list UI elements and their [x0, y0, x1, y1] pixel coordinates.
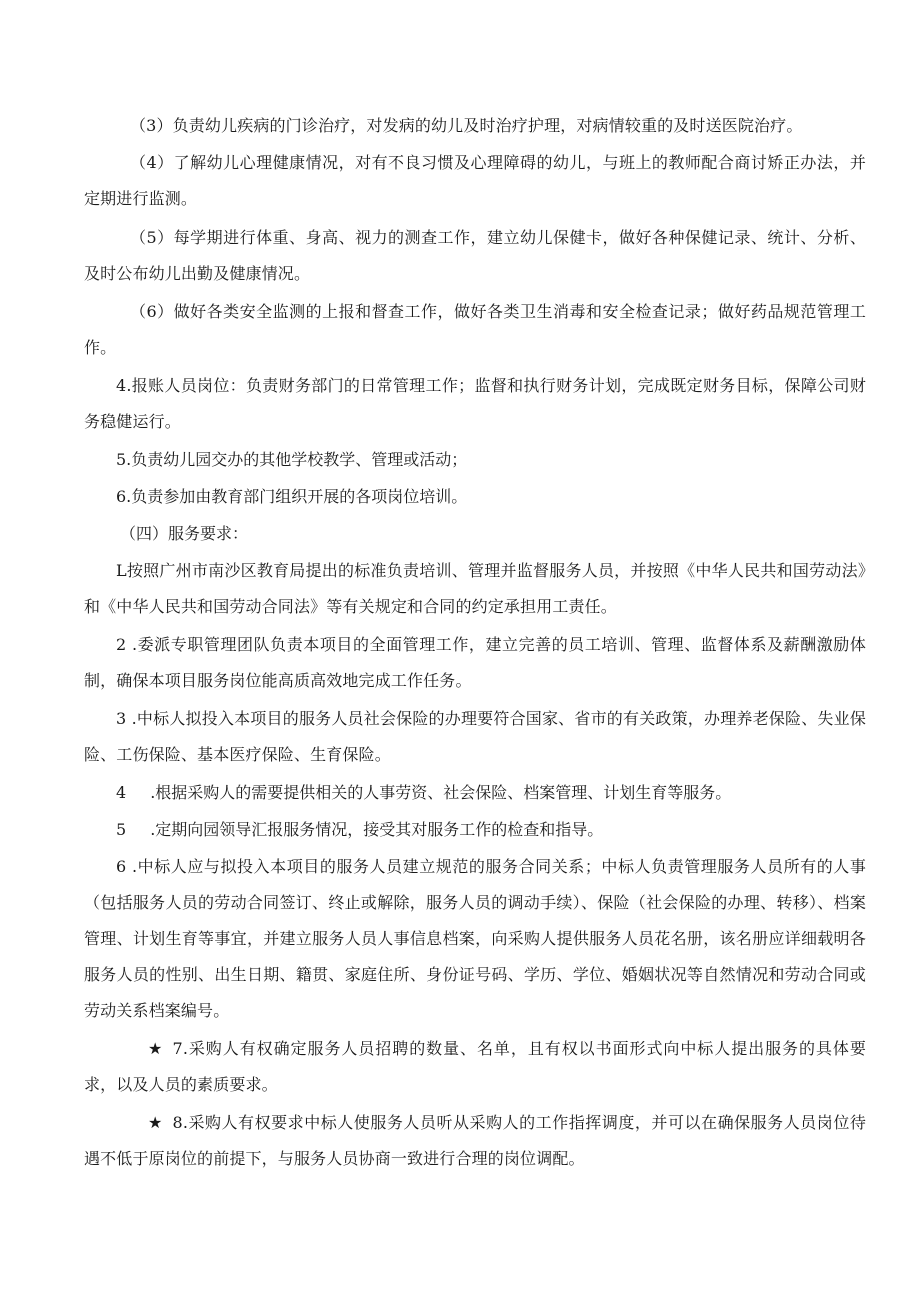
- paragraph-requirement-5: [116, 812, 603, 848]
- section-heading-service-requirements: （四）服务要求：: [120, 524, 249, 543]
- requirement-7-text: 7.采购人有权确定服务人员招聘的数量、名单，且有权以书面形式向中标人提出服务的具体要求，以及人员的素质要求。: [84, 1039, 866, 1094]
- paragraph-safety-monitoring: （6）做好各类安全监测的上报和督查工作，做好各类卫生消毒和安全检查记录；做好药品规范管理工作。: [84, 302, 866, 357]
- paragraph-requirement-4: [116, 775, 731, 811]
- paragraph-requirement-7: [84, 1031, 866, 1103]
- paragraph-training: 6.负责参加由教育部门组织开展的各项岗位培训。: [116, 487, 468, 506]
- paragraph-mental-health: （4）了解幼儿心理健康情况，对有不良习惯及心理障碍的幼儿，与班上的教师配合商讨矫正办法，并定期进行监测。: [84, 153, 866, 208]
- paragraph-requirement-2: 2 .委派专职管理团队负责本项目的全面管理工作，建立完善的员工培训、管理、监督体系及薪酬激励体制，确保本项目服务岗位能高质高效地完成工作任务。: [84, 635, 866, 690]
- star-icon: ★: [148, 1039, 163, 1058]
- paragraph-outpatient-treatment: （3）负责幼儿疾病的门诊治疗，对发病的幼儿及时治疗护理，对病情较重的及时送医院治疗。: [130, 116, 803, 135]
- requirement-4-text: .根据采购人的需要提供相关的人事劳资、社会保险、档案管理、计划生育等服务。: [150, 783, 732, 802]
- paragraph-requirement-1: L按照广州市南沙区教育局提出的标准负责培训、管理并监督服务人员，并按照《中华人民共和国劳动法》和《中华人民共和国劳动合同法》等有关规定和合同的约定承担用工责任。: [84, 561, 866, 616]
- requirement-4-number: 4: [116, 783, 127, 802]
- requirement-8-text: 8.采购人有权要求中标人使服务人员听从采购人的工作指挥调度，并可以在确保服务人员岗位待遇不低于原岗位的前提下，与服务人员协商一致进行合理的岗位调配。: [84, 1113, 866, 1168]
- paragraph-other-duties: 5.负责幼儿园交办的其他学校教学、管理或活动；: [116, 450, 468, 469]
- paragraph-requirement-6: 6 .中标人应与拟投入本项目的服务人员建立规范的服务合同关系；中标人负责管理服务人员所有的人事（包括服务人员的劳动合同签订、终止或解除，服务人员的调动手续）、保险（社会保险的办理、转移）、档案管理、计划生育等事宜，并建立服务人员人事信息档案，向采购人提供服务人员花名册，该名册应详细载明各服务人员的性别、出生日期、籍贯、家庭住所、身份证号码、学历、学位、婚姻状况等自然情况和劳动合同或劳动关系档案编号。: [84, 857, 866, 1020]
- requirement-5-text: .定期向园领导汇报服务情况，接受其对服务工作的检查和指导。: [150, 820, 604, 839]
- requirement-5-number: 5: [116, 820, 127, 839]
- paragraph-requirement-3: 3 .中标人拟投入本项目的服务人员社会保险的办理要符合国家、省市的有关政策，办理养老保险、失业保险、工伤保险、基本医疗保险、生育保险。: [84, 709, 866, 764]
- paragraph-requirement-8: [84, 1105, 866, 1177]
- paragraph-physical-measurement: （5）每学期进行体重、身高、视力的测查工作，建立幼儿保健卡，做好各种保健记录、统计、分析、及时公布幼儿出勤及健康情况。: [84, 228, 866, 283]
- paragraph-accounting-post: 4.报账人员岗位：负责财务部门的日常管理工作；监督和执行财务计划，完成既定财务目标，保障公司财务稳健运行。: [84, 376, 866, 431]
- star-icon: ★: [148, 1113, 163, 1132]
